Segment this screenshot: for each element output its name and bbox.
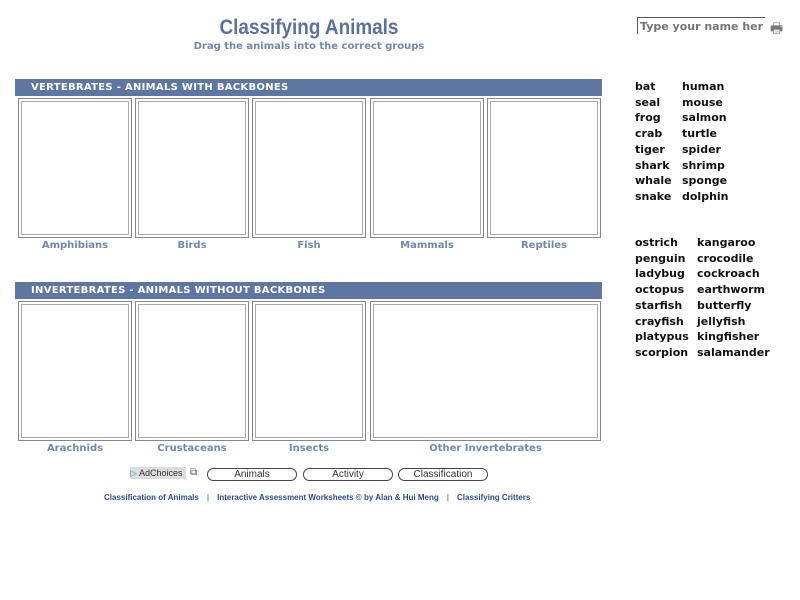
ad-link-activity[interactable]: Activity bbox=[303, 468, 393, 481]
drop-zone-fish[interactable] bbox=[252, 98, 366, 238]
page-title: Classifying Animals bbox=[219, 16, 399, 39]
draggable-animal-cockroach[interactable]: cockroach bbox=[697, 267, 760, 281]
draggable-animal-human[interactable]: human bbox=[682, 80, 725, 93]
printer-icon[interactable]: 🖶 bbox=[770, 21, 784, 37]
draggable-animal-shark[interactable]: shark bbox=[635, 158, 670, 172]
draggable-animal-crayfish[interactable]: crayfish bbox=[635, 314, 684, 328]
draggable-animal-ostrich[interactable]: ostrich bbox=[635, 236, 678, 249]
draggable-animal-ladybug[interactable]: ladybug bbox=[635, 267, 685, 281]
invertebrates-heading: INVERTEBRATES - ANIMALS WITHOUT BACKBONES bbox=[15, 282, 602, 299]
draggable-animal-platypus[interactable]: platypus bbox=[635, 330, 689, 344]
draggable-animal-crocodile[interactable]: crocodile bbox=[697, 251, 754, 265]
adchoices-icon: ▷ bbox=[130, 468, 137, 478]
group-label: Arachnids bbox=[46, 443, 104, 454]
name-input[interactable] bbox=[637, 17, 765, 34]
separator: | bbox=[446, 493, 450, 502]
draggable-animal-seal[interactable]: seal bbox=[635, 95, 661, 109]
draggable-animal-butterfly[interactable]: butterfly bbox=[697, 298, 752, 312]
drop-zone-reptiles[interactable] bbox=[487, 98, 601, 238]
group-label: Crustaceans bbox=[157, 443, 227, 454]
draggable-animal-dolphin[interactable]: dolphin bbox=[682, 189, 729, 203]
draggable-animal-salamander[interactable]: salamander bbox=[697, 345, 770, 359]
draggable-animal-shrimp[interactable]: shrimp bbox=[682, 158, 725, 172]
group-label: Mammals bbox=[400, 240, 454, 251]
drop-zone-birds[interactable] bbox=[135, 98, 249, 238]
page-subtitle: Drag the animals into the correct groups bbox=[193, 41, 425, 52]
draggable-animal-frog[interactable]: frog bbox=[635, 111, 661, 125]
draggable-animal-sponge[interactable]: sponge bbox=[682, 174, 728, 188]
draggable-animal-turtle[interactable]: turtle bbox=[682, 127, 718, 141]
group-label: Reptiles bbox=[520, 240, 567, 251]
draggable-animal-snake[interactable]: snake bbox=[635, 189, 672, 203]
ad-link-animals[interactable]: Animals bbox=[207, 468, 297, 481]
draggable-animal-whale[interactable]: whale bbox=[635, 174, 672, 188]
draggable-animal-earthworm[interactable]: earthworm bbox=[697, 283, 766, 297]
drop-zone-crustaceans[interactable] bbox=[135, 301, 249, 441]
group-label: Fish bbox=[297, 240, 321, 251]
draggable-animal-jellyfish[interactable]: jellyfish bbox=[697, 314, 746, 328]
drop-zone-insects[interactable] bbox=[252, 301, 366, 441]
group-label: Amphibians bbox=[41, 240, 109, 251]
draggable-animal-kangaroo[interactable]: kangaroo bbox=[697, 236, 756, 249]
draggable-animal-penguin[interactable]: penguin bbox=[635, 251, 686, 265]
draggable-animal-kingfisher[interactable]: kingfisher bbox=[697, 330, 760, 344]
footer-link-worksheets[interactable]: Interactive Assessment Worksheets © by Alan & Hui Meng bbox=[217, 493, 439, 502]
ad-close-icon[interactable]: ⧉ bbox=[190, 467, 198, 478]
draggable-animal-octopus[interactable]: octopus bbox=[635, 283, 685, 297]
drop-zone-arachnids[interactable] bbox=[18, 301, 132, 441]
group-label: Other Invertebrates bbox=[429, 443, 542, 454]
footer-link-critters[interactable]: Classifying Critters bbox=[457, 493, 531, 502]
ad-link-classification[interactable]: Classification bbox=[398, 468, 488, 481]
draggable-animal-scorpion[interactable]: scorpion bbox=[635, 345, 689, 359]
draggable-animal-crab[interactable]: crab bbox=[635, 127, 663, 141]
footer bbox=[104, 493, 530, 502]
draggable-animal-starfish[interactable]: starfish bbox=[635, 298, 683, 312]
adchoices-badge[interactable] bbox=[130, 467, 186, 479]
vertebrates-heading: VERTEBRATES - ANIMALS WITH BACKBONES bbox=[15, 79, 602, 96]
group-label: Birds bbox=[177, 240, 207, 251]
drop-zone-other-invertebrates[interactable] bbox=[370, 301, 601, 441]
footer-link-classification[interactable]: Classification of Animals bbox=[104, 493, 199, 502]
group-label: Insects bbox=[288, 443, 330, 454]
draggable-animal-tiger[interactable]: tiger bbox=[635, 142, 665, 156]
separator: | bbox=[206, 493, 210, 502]
adchoices-label: AdChoices bbox=[138, 468, 183, 478]
draggable-animal-salmon[interactable]: salmon bbox=[682, 111, 727, 125]
draggable-animal-spider[interactable]: spider bbox=[682, 142, 721, 156]
drop-zone-mammals[interactable] bbox=[370, 98, 484, 238]
draggable-animal-bat[interactable]: bat bbox=[635, 80, 656, 93]
drop-zone-amphibians[interactable] bbox=[18, 98, 132, 238]
draggable-animal-mouse[interactable]: mouse bbox=[682, 95, 723, 109]
